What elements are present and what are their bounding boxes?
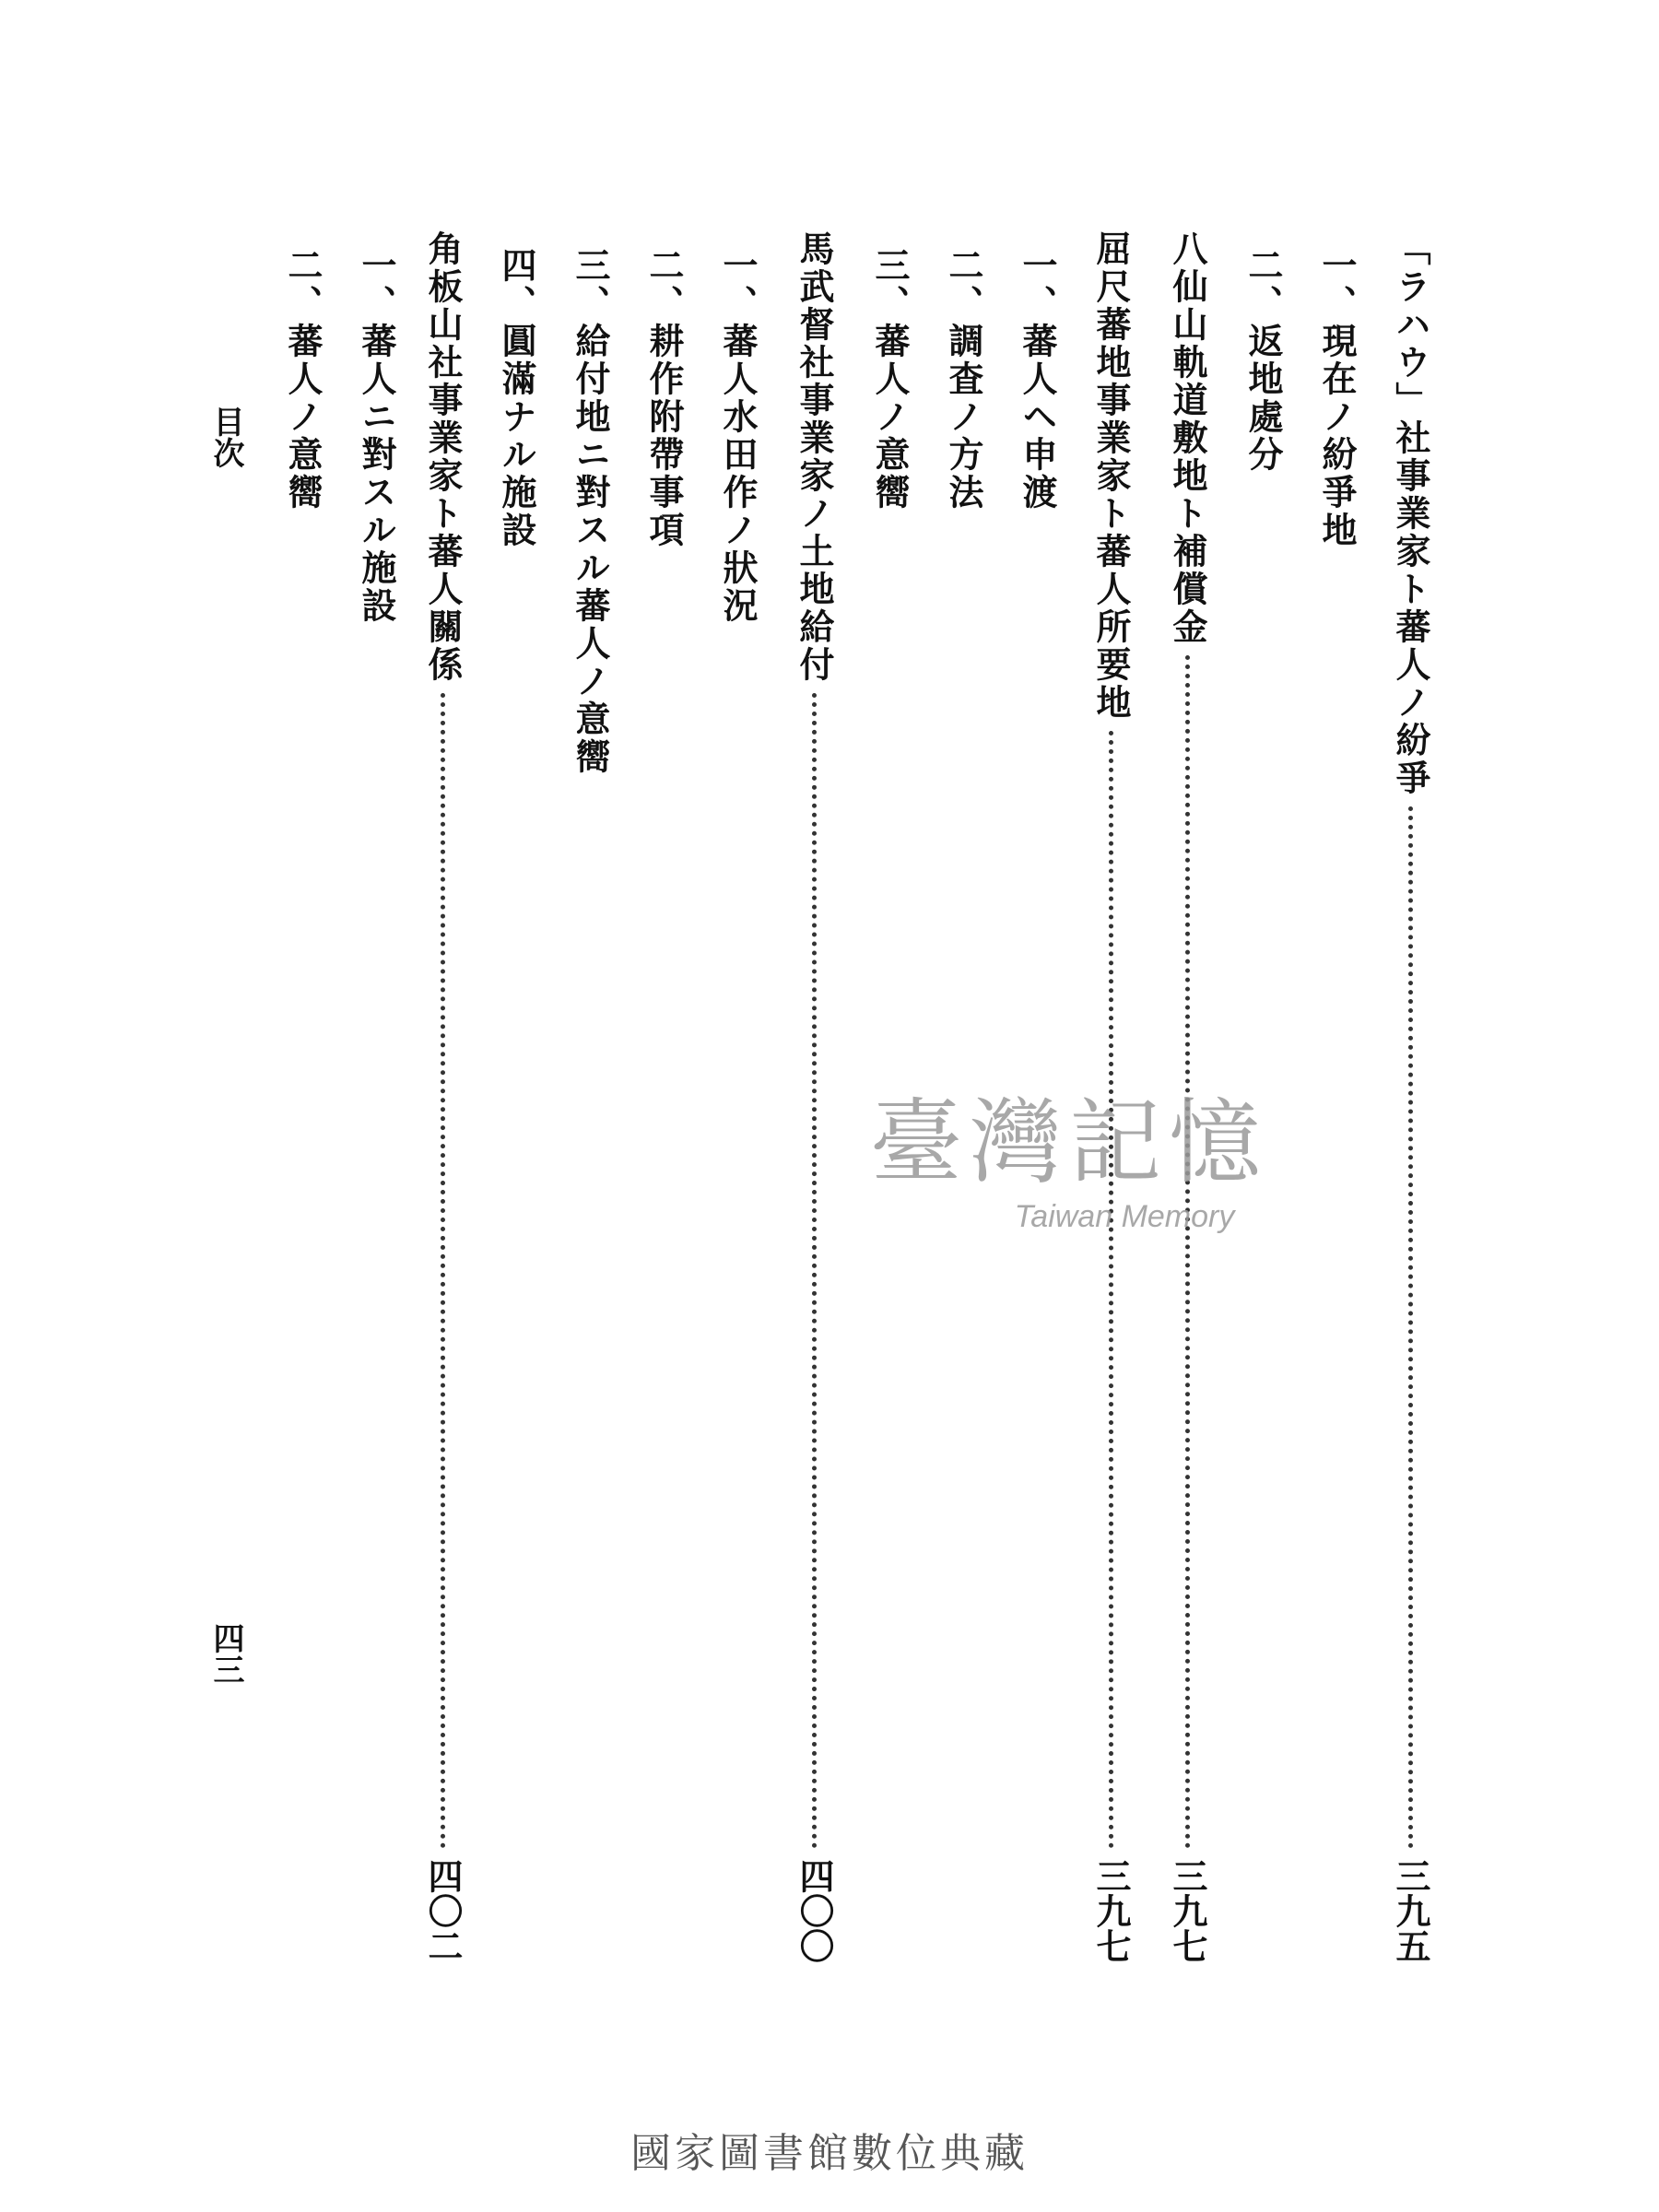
toc-entry-title: 二、蕃人ノ意嚮	[282, 247, 324, 512]
toc-entry-title: 二、耕作附帶事項	[643, 247, 685, 549]
toc-entry-title: 二、返地處分	[1242, 247, 1284, 474]
toc-entry	[348, 247, 404, 1980]
toc-entry-title: 一、蕃人水田作ノ狀況	[717, 247, 759, 625]
toc-entry-title: 一、現在ノ紛爭地	[1316, 247, 1358, 549]
watermark	[820, 1088, 1318, 1272]
toc-entry-title: 四、圓滿ナル施設	[496, 247, 537, 549]
dot-leader	[1109, 731, 1113, 1849]
toc-entry-page: 四〇〇	[794, 1858, 835, 1963]
toc-entry-title: 馬武督社事業家ノ土地給付	[794, 230, 835, 684]
dot-leader	[812, 693, 817, 1849]
running-header-title: 目次	[207, 406, 244, 468]
toc-entry-title: 三、給付地ニ對スル蕃人ノ意嚮	[570, 247, 611, 776]
toc-entry-title: 一、蕃人ヘ申渡	[1017, 247, 1058, 512]
toc-entry-title: 二、調査ノ方法	[943, 247, 984, 512]
watermark-title: 臺灣記憶	[870, 1088, 1268, 1196]
toc-entry-title: 角板山社事業家ト蕃人關係	[422, 230, 464, 684]
toc-entry-title: 屈尺蕃地事業家ト蕃人所要地	[1090, 230, 1132, 722]
toc-entry-page: 三九五	[1390, 1858, 1431, 1963]
toc-entry-title: 三、蕃人ノ意嚮	[869, 247, 911, 512]
toc-entry	[562, 247, 618, 1980]
toc-entry	[636, 247, 691, 1980]
footer-credit: 國家圖書館數位典藏	[630, 2130, 1029, 2177]
toc-entry-title: 一、蕃人ニ對スル施設	[356, 247, 397, 625]
dot-leader	[1408, 806, 1413, 1849]
toc-entry	[710, 247, 765, 1980]
running-header-page-number: 四三	[207, 1622, 244, 1685]
toc-entry-page: 三九七	[1090, 1858, 1132, 1963]
watermark-subtitle: Taiwan Memory	[1014, 1199, 1235, 1234]
toc-entry	[1382, 230, 1438, 1963]
toc-entry-page: 三九七	[1167, 1858, 1208, 1963]
toc-entry-title: 八仙山軌道敷地ト補償金	[1167, 230, 1208, 646]
toc-entry	[488, 247, 544, 1980]
toc-entry	[415, 230, 470, 1963]
dot-leader	[441, 693, 445, 1849]
toc-entry	[275, 247, 330, 1980]
toc-entry-page: 四〇二	[422, 1858, 464, 1963]
toc-entry-title: 「ラハウ」社事業家ト蕃人ノ紛爭	[1390, 230, 1431, 797]
